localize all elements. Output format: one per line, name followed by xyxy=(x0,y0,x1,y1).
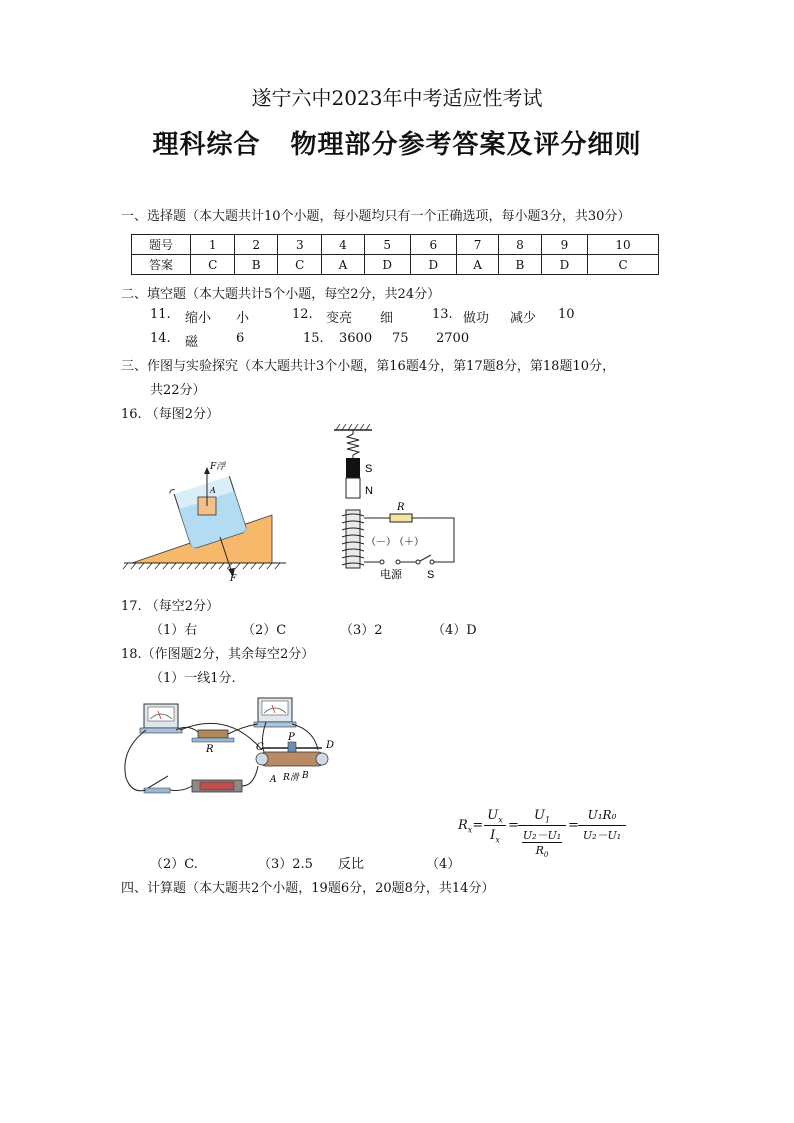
circuit-figure xyxy=(118,690,340,802)
table-header-question: 题号 xyxy=(132,235,191,255)
q17-answer-4: （4）D xyxy=(432,623,477,638)
formula-u1-sub: 1 xyxy=(544,815,551,825)
float-force-label: F浮 xyxy=(210,462,226,472)
q12-num: 12. xyxy=(292,307,313,322)
minus-pole-label: （－） xyxy=(366,537,396,548)
table-cell: 3 xyxy=(278,235,322,255)
q12-answer-1: 变亮 xyxy=(326,311,353,326)
q13-answer-1: 做功 xyxy=(463,311,490,326)
q11-num: 11. xyxy=(150,307,171,322)
q13-num: 13. xyxy=(432,307,453,322)
q17-label: 17. （每空2分） xyxy=(121,599,220,614)
table-header-answer: 答案 xyxy=(132,255,191,275)
q13-answer-2: 减少 xyxy=(510,311,537,326)
slider-p-label: P xyxy=(288,732,295,743)
table-cell: 1 xyxy=(191,235,235,255)
q18-answer-2: （2）C. xyxy=(150,857,198,872)
formula-u1r0: U₁R₀ xyxy=(587,808,617,822)
q16-label: 16. （每图2分） xyxy=(121,407,220,422)
table-cell: D xyxy=(364,255,410,275)
q15-num: 15. xyxy=(303,331,324,346)
q17-answer-3: （3）2 xyxy=(340,623,383,638)
section2-heading: 二、填空题（本大题共计5个小题，每空2分，共24分） xyxy=(121,287,441,302)
formula-rx-sub: x xyxy=(467,825,473,835)
electromagnet-figure xyxy=(330,420,470,585)
force-f-label: F xyxy=(230,574,237,584)
resistance-formula xyxy=(458,806,638,866)
q18-part1: （1）一线1分. xyxy=(150,671,236,686)
formula-u1: U xyxy=(533,808,545,823)
q13-answer-3: 10 xyxy=(558,307,575,322)
q11-answer-1: 缩小 xyxy=(185,311,212,326)
resistor-label: R xyxy=(397,502,405,513)
formula-eq-3: = xyxy=(568,818,579,833)
formula-rx: R xyxy=(458,818,468,833)
table-cell: 2 xyxy=(235,235,278,255)
table-cell: A xyxy=(456,255,498,275)
terminal-a-label: A xyxy=(270,775,277,785)
terminal-b-label: B xyxy=(302,771,309,781)
school-title: 遂宁六中2023年中考适应性考试 xyxy=(251,86,543,110)
table-cell: C xyxy=(191,255,235,275)
q15-answer-2: 75 xyxy=(392,331,409,346)
table-cell: A xyxy=(322,255,364,275)
q11-answer-2: 小 xyxy=(236,311,250,326)
point-a-label: A xyxy=(210,486,216,495)
table-cell: 10 xyxy=(588,235,659,255)
table-cell: C xyxy=(278,255,322,275)
subject-title xyxy=(0,124,794,161)
table-row xyxy=(132,255,659,275)
answer-table xyxy=(131,234,659,275)
table-cell: 8 xyxy=(499,235,542,255)
formula-u2-u1: U₂－U₁ xyxy=(522,829,562,842)
q18-answer-4: （4） xyxy=(426,857,461,872)
formula-ix: I xyxy=(490,828,496,843)
terminal-c-label: C xyxy=(256,742,264,753)
subject-title-a: 理科综合 xyxy=(152,130,261,160)
power-source-label: 电源 xyxy=(380,568,402,581)
formula-r0: R xyxy=(535,844,544,857)
table-cell: 5 xyxy=(364,235,410,255)
table-cell: 4 xyxy=(322,235,364,255)
q15-answer-1: 3600 xyxy=(339,331,373,346)
section1-heading: 一、选择题（本大题共计10个小题，每小题均只有一个正确选项，每小题3分，共30分） xyxy=(121,209,631,224)
table-cell: B xyxy=(235,255,278,275)
table-cell: 7 xyxy=(456,235,498,255)
formula-ux-sub: x xyxy=(498,815,503,825)
q12-answer-2: 细 xyxy=(380,311,394,326)
formula-ux: U xyxy=(487,808,499,823)
q14-answer-1: 磁 xyxy=(185,335,199,350)
q18-answer-3: （3）2.5 xyxy=(258,857,313,872)
incline-beaker-figure xyxy=(120,455,290,585)
table-cell: 6 xyxy=(410,235,456,255)
q17-answer-1: （1）右 xyxy=(150,623,198,638)
pole-n-label: N xyxy=(365,485,373,497)
pole-s-label: S xyxy=(365,463,373,475)
table-cell: 9 xyxy=(541,235,587,255)
formula-eq-1: = xyxy=(472,818,484,833)
switch-label: S xyxy=(427,569,435,581)
table-cell: C xyxy=(588,255,659,275)
section4-heading: 四、计算题（本大题共2个小题，19题6分，20题8分，共14分） xyxy=(121,881,495,896)
table-cell: D xyxy=(410,255,456,275)
table-row xyxy=(132,235,659,255)
formula-r0-sub: 0 xyxy=(543,851,549,860)
q15-answer-3: 2700 xyxy=(436,331,470,346)
table-cell: D xyxy=(541,255,587,275)
rheostat-label: R滑 xyxy=(283,773,299,783)
subject-title-b: 物理部分参考答案及评分细则 xyxy=(290,130,642,160)
table-cell: B xyxy=(499,255,542,275)
section3-heading-line1: 三、作图与实验探究（本大题共计3个小题，第16题4分，第17题8分，第18题10分， xyxy=(121,359,615,374)
q14-num: 14. xyxy=(150,331,171,346)
q17-answer-2: （2）C xyxy=(242,623,287,638)
terminal-d-label: D xyxy=(326,740,335,751)
formula-ix-sub: x xyxy=(495,835,500,845)
formula-eq-2: = xyxy=(508,818,519,833)
q14-answer-2: 6 xyxy=(236,331,245,346)
circuit-r-label: R xyxy=(206,744,214,755)
formula-u2-u1-b: U₂－U₁ xyxy=(582,829,622,842)
plus-pole-label: （＋） xyxy=(394,537,424,548)
q18-label: 18.（作图题2分，其余每空2分） xyxy=(121,647,315,662)
q18-answer-3b: 反比 xyxy=(338,857,365,872)
section3-heading-line2: 共22分） xyxy=(150,383,206,398)
